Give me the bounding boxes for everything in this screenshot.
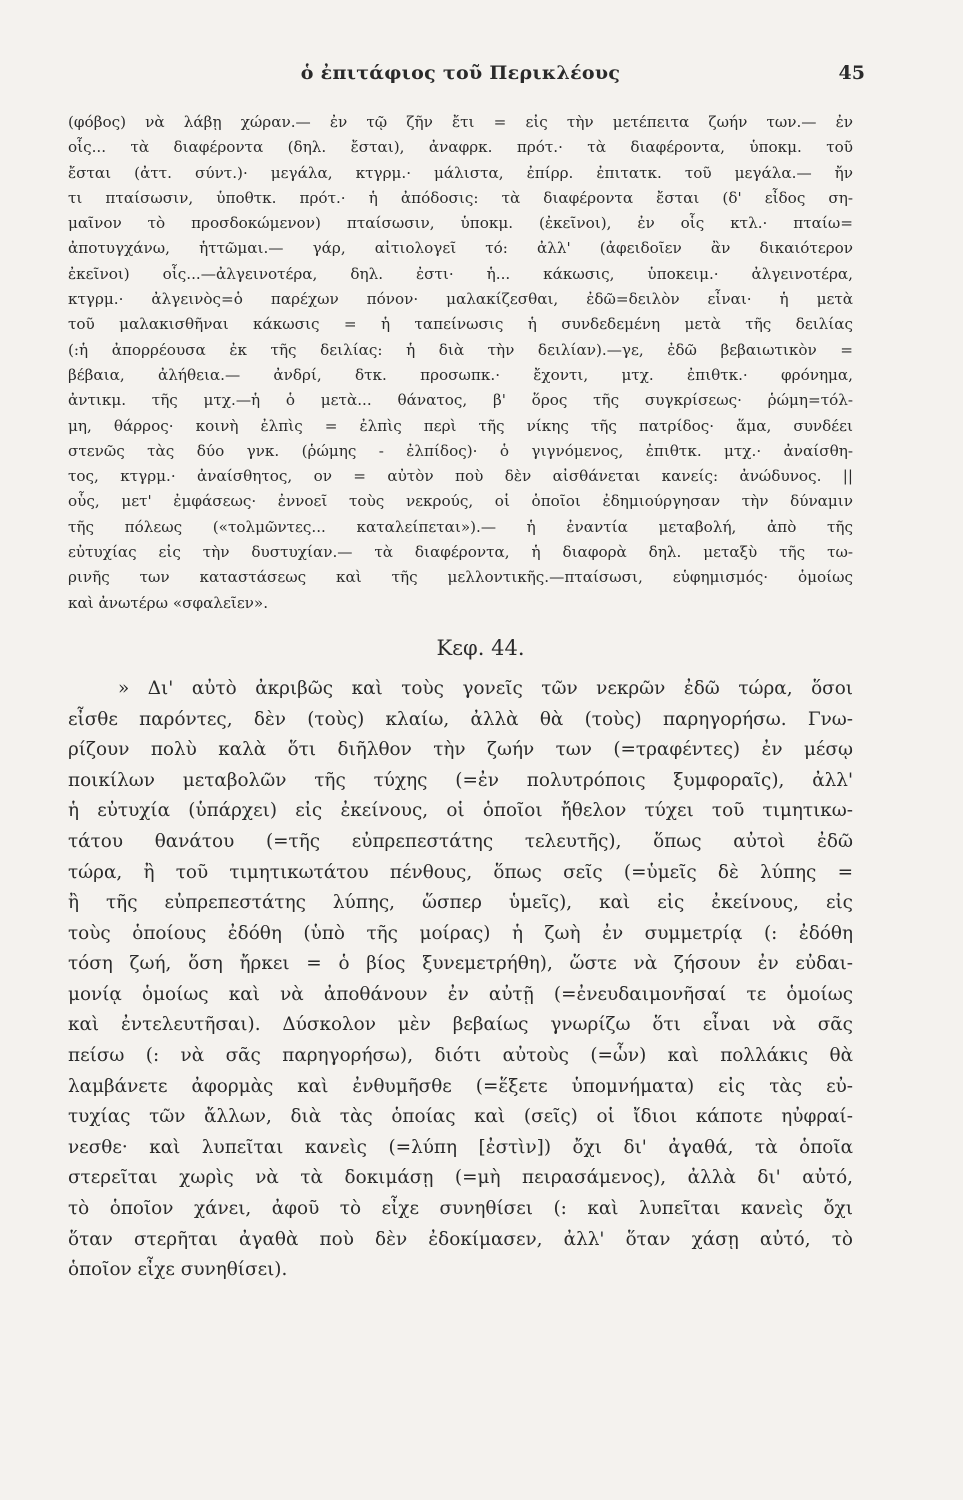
translation-line: ρίζουν πολὺ καλὰ ὅτι διῆλθον τὴν ζωήν των (=τραφέντες) ἐν μέσῳ [68, 739, 853, 761]
note-line: οἷς... τὰ διαφέροντα (δηλ. ἔσται), ἀναφρκ. πρότ.· τὰ διαφέροντα, ὑποκμ. τοῦ [68, 138, 853, 157]
page-number: 45 [838, 62, 865, 84]
chapter-heading: Κεφ. 44. [436, 635, 525, 660]
translation-line: τάτου θανάτου (=τῆς εὐπρεπεστάτης τελευτῆς), ὅπως αὐτοὶ ἐδῶ [68, 830, 853, 852]
translation-line: λαμβάνετε ἀφορμὰς καὶ ἐνθυμῆσθε (=ἕξετε ὑπομνήματα) εἰς τὰς εὐ- [68, 1075, 853, 1097]
note-line: ρινῆς των καταστάσεως καὶ τῆς μελλοντικῆς.—πταίσωσι, εὑφημισμός· ὁμοίως [68, 568, 853, 587]
translation-line: νεσθε· καὶ λυπεῖται κανεὶς (=λύπη [ἐστὶν]) ὄχι δι' ἀγαθά, τὰ ὁποῖα [68, 1136, 853, 1158]
translation-line: εἶσθε παρόντες, δὲν (τοὺς) κλαίω, ἀλλὰ θὰ (τοὺς) παρηγορήσω. Γνω- [68, 708, 853, 730]
note-line: ἀντικμ. τῆς μτχ.—ἡ ὁ μετὰ... θάνατος, β' ὅρος τῆς συγκρίσεως· ῥώμη=τόλ- [68, 391, 853, 410]
note-line: τος, κτγρμ.· ἀναίσθητος, ον = αὐτὸν ποὺ δὲν αἰσθάνεται κανείς: ἀνώδυνος. || [68, 467, 853, 486]
translation-line: τώρα, ἢ τοῦ τιμητικωτάτου πένθους, ὅπως σεῖς (=ὑμεῖς δὲ λύπης = [68, 861, 853, 883]
translation-line: τυχίας τῶν ἄλλων, διὰ τὰς ὁποίας καὶ (σεῖς) οἱ ἴδιοι κάποτε ηὐφραί- [68, 1106, 853, 1128]
note-line: κτγρμ.· ἀλγεινὸς=ὁ παρέχων πόνον· μαλακίζεσθαι, ἐδῶ=δειλὸν εἶναι· ἡ μετὰ [68, 290, 853, 309]
note-line: βέβαια, ἀλήθεια.— ἀνδρί, δτκ. προσωπκ.· ἔχοντι, μτχ. ἐπιθτκ.· φρόνημα, [68, 365, 853, 384]
translation-line: καὶ ἐντελευτῆσαι). Δύσκολον μὲν βεβαίως γνωρίζω ὅτι εἶναι νὰ σᾶς [68, 1014, 853, 1036]
translation-line: μονίᾳ ὁμοίως καὶ νὰ ἀποθάνουν ἐν αὐτῇ (=ἐνευδαιμονῆσαί τε ὁμοίως [68, 983, 853, 1005]
running-head [68, 62, 865, 92]
note-line: τι πταίσωσιν, ὑποθτκ. πρότ.· ἡ ἀπόδοσις: τὰ διαφέροντα ἔσται (δ' εἶδος ση- [68, 188, 853, 207]
note-line: ἐκεῖνοι) οἷς...—ἀλγεινοτέρα, δηλ. ἐστι· ἡ... κάκωσις, ὑποκειμ.· ἀλγεινοτέρα, [68, 264, 853, 283]
translation-line: πείσω (: νὰ σᾶς παρηγορήσω), διότι αὐτοὺς (=ὧν) καὶ πολλάκις θὰ [68, 1045, 853, 1067]
translation-line: ἢ τῆς εὐπρεπεστάτης λύπης, ὥσπερ ὑμεῖς), καὶ εἰς ἐκείνους, εἰς [68, 892, 853, 914]
translation-line: στερεῖται χωρὶς νὰ τὰ δοκιμάσῃ (=μὴ πειρασάμενος), ἀλλὰ δι' αὐτό, [68, 1167, 853, 1189]
translation-line: ποικίλων μεταβολῶν τῆς τύχης (=ἐν πολυτρόποις ξυμφοραῖς), ἀλλ' [68, 769, 853, 791]
note-line: οὗς, μετ' ἐμφάσεως· ἐννοεῖ τοὺς νεκρούς, οἱ ὁποῖοι ἐδημιούργησαν τὴν δύναμιν [68, 492, 853, 511]
note-line: ἔσται (ἀττ. σύντ.)· μεγάλα, κτγρμ.· μάλιστα, ἐπίρρ. ἐπιτατκ. τοῦ μεγάλα.— ἤν [68, 163, 853, 182]
translation-line: ὁποῖον εἶχε συνηθίσει). [68, 1259, 288, 1281]
translation-line: τόση ζωή, ὅση ἤρκει = ὁ βίος ξυνεμετρήθη), ὥστε νὰ ζήσουν ἐν εὐδαι- [68, 953, 853, 975]
note-line: (φόβος) νὰ λάβῃ χώραν.— ἐν τῷ ζῆν ἔτι = εἰς τὴν μετέπειτα ζωήν των.— ἐν [68, 113, 853, 131]
note-line: ἀποτυγχάνω, ἡττῶμαι.— γάρ, αἰτιολογεῖ τό: ἀλλ' (ἀφειδοῖεν ἂν δικαιότερον [68, 239, 853, 258]
note-line: καὶ ἀνωτέρω «σφαλεῖεν». [68, 593, 269, 612]
translation-line: τὸ ὁποῖον χάνει, ἀφοῦ τὸ εἶχε συνηθίσει (: καὶ λυπεῖται κανεὶς ὄχι [68, 1198, 853, 1220]
running-title: ὁ ἐπιτάφιος τοῦ Περικλέους [300, 62, 621, 84]
translation-line: ἡ εὐτυχία (ὑπάρχει) εἰς ἐκείνους, οἱ ὁποῖοι ἤθελον τύχει τοῦ τιμητικω- [68, 800, 853, 822]
note-line: εὐτυχίας εἰς τὴν δυστυχίαν.— τὰ διαφέροντα, ἡ διαφορὰ δηλ. μεταξὺ τῆς τω- [68, 543, 853, 562]
note-line: τῆς πόλεως («τολμῶντες... καταλείπεται»).— ἡ ἐναντία μεταβολή, ἀπὸ τῆς [68, 517, 853, 536]
note-line: (:ἡ ἀπορρέουσα ἐκ τῆς δειλίας: ἡ διὰ τὴν δειλίαν).—γε, ἐδῶ βεβαιωτικὸν = [68, 340, 853, 359]
note-line: τοῦ μαλακισθῆναι κάκωσις = ἡ ταπείνωσις ἡ συνδεδεμένη μετὰ τῆς δειλίας [68, 315, 853, 334]
commentary-notes [68, 110, 853, 616]
note-line: μαῖνον τὸ προσδοκώμενον) πταίσωσιν, ὑποκμ. (ἐκεῖνοι), ἐν οἷς κτλ.· πταίω= [68, 214, 853, 233]
translation-line: » Δι' αὐτὸ ἀκριβῶς καὶ τοὺς γονεῖς τῶν νεκρῶν ἐδῶ τώρα, ὅσοι [118, 677, 853, 699]
document-page [68, 62, 865, 1286]
note-line: στενῶς τὰς δύο γνκ. (ῥώμης - ἐλπίδος)· ὁ γιγνόμενος, ἐπιθτκ. μτχ.· ἀναίσθη- [68, 441, 853, 460]
translation-line: τοὺς ὁποίους ἐδόθη (ὑπὸ τῆς μοίρας) ἡ ζωὴ ἐν συμμετρίᾳ (: ἐδόθη [68, 922, 853, 944]
note-line: μη, θάρρος· κοινὴ ἐλπὶς = ἐλπὶς περὶ τῆς νίκης τῆς πατρίδος· ἅμα, συνδέει [68, 416, 853, 435]
chapter-translation [68, 674, 853, 1286]
translation-line: ὅταν στερῆται ἀγαθὰ ποὺ δὲν ἐδοκίμασεν, ἀλλ' ὅταν χάσῃ αὐτό, τὸ [68, 1228, 853, 1250]
